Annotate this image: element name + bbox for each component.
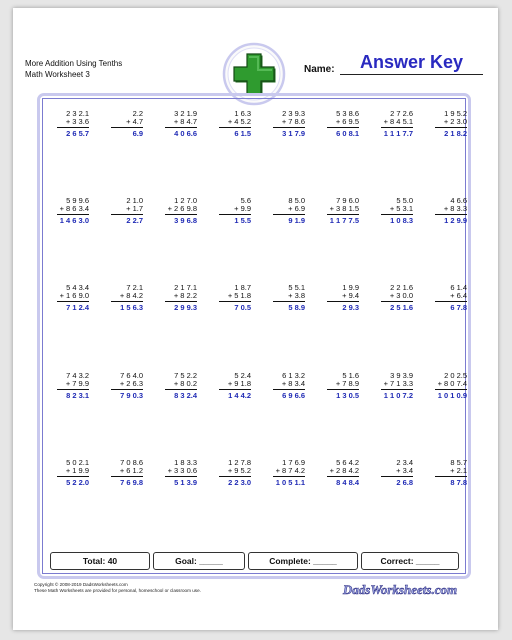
answer: 1 1 7 7.5	[329, 216, 359, 226]
problem	[319, 372, 373, 459]
problem	[427, 459, 481, 546]
problem	[49, 110, 103, 197]
addend-top: 6 1 3.2	[282, 370, 305, 380]
problem-row	[49, 284, 481, 371]
answer: 8 2 3.1	[66, 390, 89, 400]
problem	[373, 372, 427, 459]
addend-top: 1 7 6.9	[282, 457, 305, 467]
addend-bottom: + 7 8.9	[327, 380, 359, 390]
addend-bottom: + 8 4.2	[111, 292, 143, 302]
answer: 5 2 2.0	[66, 477, 89, 487]
problem-row	[49, 110, 481, 197]
addend-bottom: + 9.9	[219, 205, 251, 215]
addend-bottom: + 6 9.5	[327, 118, 359, 128]
addend-bottom: + 9 5.2	[219, 467, 251, 477]
addend-bottom: + 2 6 9.8	[165, 205, 197, 215]
addend-bottom: + 2 3.0	[435, 118, 467, 128]
addend-top: 2 0 2.5	[444, 370, 467, 380]
addend-top: 1 8.7	[234, 283, 251, 293]
problem	[157, 110, 211, 197]
name-label: Name:	[304, 64, 335, 75]
answer: 9 1.9	[288, 216, 305, 226]
problem	[157, 459, 211, 546]
addend-bottom: + 3 8 1.5	[327, 205, 359, 215]
addend-top: 1 9.9	[342, 283, 359, 293]
answer: 2 2.7	[126, 216, 143, 226]
addend-top: 6 1.4	[450, 283, 467, 293]
problem	[103, 197, 157, 284]
answer: 7 9 0.3	[120, 390, 143, 400]
addend-bottom: + 7 1 3.3	[381, 380, 413, 390]
answer: 1 0 8.3	[390, 216, 413, 226]
addend-top: 7 5 2.2	[174, 370, 197, 380]
addend-top: 1 2 7.0	[174, 196, 197, 206]
problem	[265, 459, 319, 546]
brand-text: DadsWorksheets.com	[342, 582, 458, 597]
answer: 5 8.9	[288, 303, 305, 313]
problem-row	[49, 459, 481, 546]
addend-bottom: + 6 1.2	[111, 467, 143, 477]
addend-bottom: + 8 7 4.2	[273, 467, 305, 477]
answer: 1 4 4.2	[228, 390, 251, 400]
answer: 1 0 1 0.9	[437, 390, 467, 400]
addend-top: 7 9 6.0	[336, 196, 359, 206]
title-line-1: More Addition Using Tenths	[25, 59, 123, 68]
problem	[157, 284, 211, 371]
addend-top: 2 1 7.1	[174, 283, 197, 293]
answer: 6 0 8.1	[336, 129, 359, 138]
answer: 1 5 6.3	[120, 303, 143, 313]
addend-bottom: + 1 9.9	[57, 467, 89, 477]
total-box: Total: 40	[50, 552, 150, 570]
correct-box: Correct: _____	[361, 552, 459, 570]
addend-top: 7 6 4.0	[120, 370, 143, 380]
problem	[211, 197, 265, 284]
answer: 1 3 0.5	[336, 390, 359, 400]
addend-bottom: + 7 9.9	[57, 380, 89, 390]
addend-top: 3 2 1.9	[174, 109, 197, 118]
addend-bottom: + 4.7	[111, 118, 143, 128]
answer: 2 9.3	[342, 303, 359, 313]
problem	[49, 197, 103, 284]
problem-grid	[49, 110, 481, 546]
complete-box: Complete: _____	[248, 552, 358, 570]
addend-top: 8 5.0	[288, 196, 305, 206]
problem	[49, 284, 103, 371]
answer: 6 1.5	[234, 129, 251, 138]
addend-bottom: + 5 1.8	[219, 292, 251, 302]
problem	[265, 372, 319, 459]
problem	[49, 459, 103, 546]
addend-bottom: + 3.4	[381, 467, 413, 477]
addend-top: 1 6.3	[234, 109, 251, 118]
addend-bottom: + 2 8 4.2	[327, 467, 359, 477]
goal-box: Goal: _____	[153, 552, 245, 570]
problem	[373, 459, 427, 546]
addend-top: 2 7 2.6	[390, 109, 413, 118]
problem	[319, 284, 373, 371]
addend-top: 2.2	[132, 109, 143, 118]
addend-bottom: + 3 3 0.6	[165, 467, 197, 477]
answer: 7 1 2.4	[66, 303, 89, 313]
problem	[157, 372, 211, 459]
answer: 1 0 5 1.1	[275, 477, 305, 487]
answer: 6 7.8	[450, 303, 467, 313]
problem	[319, 110, 373, 197]
problem	[319, 197, 373, 284]
problem	[373, 110, 427, 197]
addend-bottom: + 1 6 9.0	[57, 292, 89, 302]
addend-top: 7 0 8.6	[120, 457, 143, 467]
problem	[103, 284, 157, 371]
addend-top: 1 8 3.3	[174, 457, 197, 467]
addend-bottom: + 8 0 7.4	[435, 380, 467, 390]
addend-top: 1 2 7.8	[228, 457, 251, 467]
answer: 2 9 9.3	[174, 303, 197, 313]
problem	[211, 459, 265, 546]
addend-bottom: + 8 3.4	[273, 380, 305, 390]
problem	[265, 110, 319, 197]
addend-bottom: + 2 6.3	[111, 380, 143, 390]
addend-top: 5.6	[240, 196, 251, 206]
worksheet-title	[25, 58, 122, 80]
addend-top: 5 6 4.2	[336, 457, 359, 467]
problem-row	[49, 197, 481, 284]
addend-bottom: + 8 4 5.1	[381, 118, 413, 128]
addend-top: 2 3 2.1	[66, 109, 89, 118]
addend-bottom: + 5 3.1	[381, 205, 413, 215]
answer: 6 9 6.6	[282, 390, 305, 400]
answer: 1 1 1 7.7	[383, 129, 413, 138]
addend-bottom: + 3 0.0	[381, 292, 413, 302]
answer: 2 6.8	[396, 477, 413, 487]
answer: 7 0.5	[234, 303, 251, 313]
answer: 4 0 6.6	[174, 129, 197, 138]
answer: 2 6 5.7	[66, 129, 89, 138]
addend-bottom: + 8 2.2	[165, 292, 197, 302]
answer-key-heading: Answer Key	[359, 52, 464, 72]
problem	[427, 197, 481, 284]
problem	[211, 284, 265, 371]
answer: 3 1 7.9	[282, 129, 305, 138]
addend-bottom: + 7 8.6	[273, 118, 305, 128]
addend-bottom: + 4 5.2	[219, 118, 251, 128]
addend-top: 5 0 2.1	[66, 457, 89, 467]
addend-top: 8 5.7	[450, 457, 467, 467]
problem	[49, 372, 103, 459]
answer: 2 5 1.6	[390, 303, 413, 313]
title-line-2: Math Worksheet 3	[25, 70, 90, 79]
problem	[211, 372, 265, 459]
addend-bottom: + 2.1	[435, 467, 467, 477]
problem	[265, 197, 319, 284]
addend-top: 5 4 3.4	[66, 283, 89, 293]
name-line	[340, 74, 483, 75]
answer: 1 2 9.9	[444, 216, 467, 226]
answer: 8 7.8	[450, 477, 467, 487]
problem	[265, 284, 319, 371]
addend-bottom: + 6.9	[273, 205, 305, 215]
addend-top: 5 3 8.6	[336, 109, 359, 118]
answer: 7 6 9.8	[120, 477, 143, 487]
addend-top: 7 4 3.2	[66, 370, 89, 380]
problem	[211, 110, 265, 197]
answer: 1 1 0 7.2	[383, 390, 413, 400]
addend-top: 2 1.0	[126, 196, 143, 206]
addend-bottom: + 8 4.7	[165, 118, 197, 128]
answer: 2 2 3.0	[228, 477, 251, 487]
addend-top: 2 3.4	[396, 457, 413, 467]
dadsworksheets-logo-icon	[336, 579, 464, 599]
answer: 8 3 2.4	[174, 390, 197, 400]
copyright-line: Copyright © 2008-2019 DadsWorksheets.com	[34, 582, 128, 587]
addend-top: 2 2 1.6	[390, 283, 413, 293]
problem	[157, 197, 211, 284]
addend-bottom: + 3.8	[273, 292, 305, 302]
problem	[373, 284, 427, 371]
addend-bottom: + 8 3.3	[435, 205, 467, 215]
addend-bottom: + 9.4	[327, 292, 359, 302]
answer: 1 4 6 3.0	[59, 216, 89, 226]
addend-bottom: + 9 1.8	[219, 380, 251, 390]
problem	[427, 372, 481, 459]
addend-bottom: + 3 3.6	[57, 118, 89, 128]
answer: 1 5.5	[234, 216, 251, 226]
addend-top: 2 3 9.3	[282, 109, 305, 118]
problem	[103, 110, 157, 197]
addend-bottom: + 8 6 3.4	[57, 205, 89, 215]
addend-top: 7 2.1	[126, 283, 143, 293]
problem	[103, 372, 157, 459]
addend-top: 5 5.1	[288, 283, 305, 293]
addend-top: 5 9 9.6	[66, 196, 89, 206]
addend-bottom: + 8 0.2	[165, 380, 197, 390]
answer: 8 4 8.4	[336, 477, 359, 487]
problem	[427, 284, 481, 371]
addend-top: 5 1.6	[342, 370, 359, 380]
score-bar	[50, 552, 459, 572]
problem	[103, 459, 157, 546]
usage-notice: These Math Worksheets are provided for personal, homeschool or classroom use.	[34, 588, 201, 593]
addend-top: 5 5.0	[396, 196, 413, 206]
addend-bottom: + 1.7	[111, 205, 143, 215]
answer: 5 1 3.9	[174, 477, 197, 487]
problem	[319, 459, 373, 546]
answer: 2 1 8.2	[444, 129, 467, 138]
copyright-notice	[34, 582, 201, 594]
addend-top: 4 6.6	[450, 196, 467, 206]
problem	[373, 197, 427, 284]
answer: 6.9	[132, 129, 143, 138]
addend-top: 1 9 5.2	[444, 109, 467, 118]
addend-top: 5 2.4	[234, 370, 251, 380]
addend-bottom: + 6.4	[435, 292, 467, 302]
addend-top: 3 9 3.9	[390, 370, 413, 380]
problem-row	[49, 372, 481, 459]
problem	[427, 110, 481, 197]
answer: 3 9 6.8	[174, 216, 197, 226]
